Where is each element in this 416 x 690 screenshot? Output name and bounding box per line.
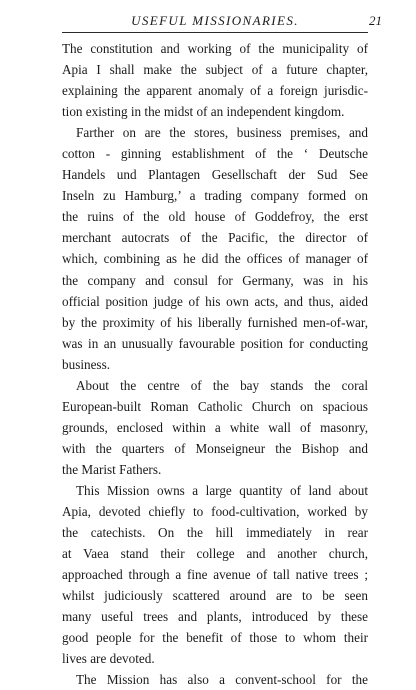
text-line: the catechists. On the hill immediately in rear	[62, 525, 368, 541]
text-line: whilst judiciously scattered around are to be seen	[62, 588, 368, 604]
text-line: the ruins of the old house of Goddefroy, the erst	[62, 209, 368, 225]
text-line: business.	[62, 356, 110, 372]
text-line: Apia I shall make the subject of a future chapter,	[62, 62, 368, 78]
header-rule	[62, 32, 368, 33]
text-line: the company and consul for Germany, was in his	[62, 272, 368, 288]
body-text	[62, 38, 368, 690]
text-line: The constitution and working of the municipality of	[62, 41, 368, 56]
running-title: USEFUL MISSIONARIES.	[131, 13, 299, 28]
text-line: good people for the benefit of those to whom their	[62, 630, 368, 646]
text-line: many useful trees and plants, introduced by these	[62, 609, 368, 625]
text-line: was in an unusually favourable position for conducting	[62, 335, 368, 351]
text-line: Apia, devoted chiefly to food-cultivation, worked by	[62, 504, 368, 520]
text-line: Handels und Plantagen Gesellschaft der Sud See	[62, 167, 368, 183]
text-line: Farther on are the stores, business premises, and	[76, 125, 368, 141]
text-line: grounds, enclosed within a white wall of masonry,	[62, 419, 368, 435]
text-line: European-built Roman Catholic Church on spacious	[62, 398, 368, 414]
text-line: The Mission has also a convent-school for the	[76, 672, 368, 688]
text-line: This Mission owns a large quantity of land about	[76, 482, 368, 498]
text-line: Inseln zu Hamburg,’ a trading company formed on	[62, 188, 368, 204]
text-line: approached through a fine avenue of tall native trees ;	[62, 567, 368, 583]
text-line: tion existing in the midst of an independent kingdom.	[62, 104, 345, 120]
page-number: 21	[369, 13, 382, 28]
text-line: official position judge of his own acts, and thus, aided	[62, 293, 368, 309]
text-line: at Vaea stand their college and another church,	[62, 546, 368, 562]
text-line: lives are devoted.	[62, 651, 155, 667]
running-head	[62, 12, 382, 30]
text-line: which, combining as he did the offices of manager of	[62, 251, 368, 267]
text-line: by the proximity of his liberally furnished men-of-war,	[62, 314, 368, 330]
text-line: the Marist Fathers.	[62, 461, 162, 477]
text-line: with the quarters of Monseigneur the Bishop and	[62, 440, 368, 456]
text-line: About the centre of the bay stands the coral	[76, 377, 368, 393]
text-line: merchant autocrats of the Pacific, the director of	[62, 230, 368, 246]
text-line: cotton - ginning establishment of the ‘ Deutsche	[62, 146, 368, 162]
text-line: explaining the apparent anomaly of a foreign jurisdic-	[62, 83, 368, 99]
